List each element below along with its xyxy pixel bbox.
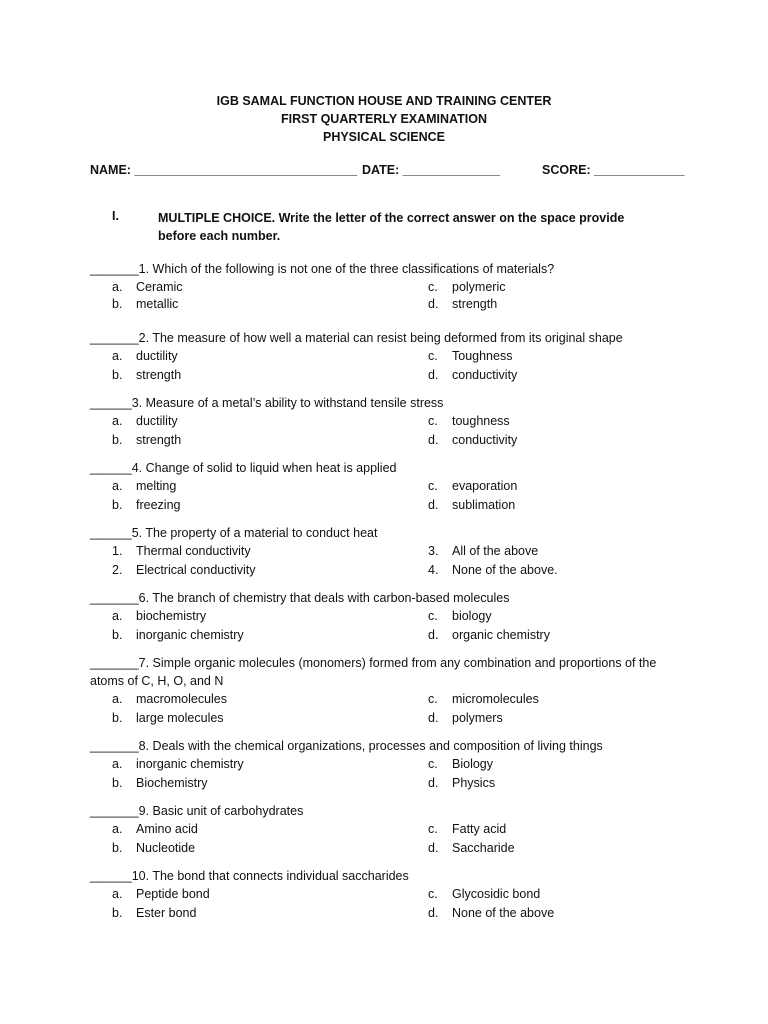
option-d xyxy=(428,297,497,311)
option-text: Electrical conductivity xyxy=(136,563,256,577)
option-letter: 4. xyxy=(428,563,439,577)
option-text: ductility xyxy=(136,349,178,363)
option-d xyxy=(428,628,550,642)
exam-title: FIRST QUARTERLY EXAMINATION xyxy=(280,112,488,126)
option-a xyxy=(112,479,176,493)
option-letter: c. xyxy=(428,609,438,623)
option-c xyxy=(428,414,510,428)
option-text: conductivity xyxy=(452,433,518,447)
option-text: polymeric xyxy=(452,280,506,294)
option-letter: d. xyxy=(428,776,439,790)
option-a xyxy=(112,414,178,428)
option-2 xyxy=(112,563,256,577)
option-letter: d. xyxy=(428,297,439,311)
option-c xyxy=(428,822,506,836)
option-letter: b. xyxy=(112,776,123,790)
question-stem: _______9. Basic unit of carbohydrates xyxy=(90,804,304,818)
option-letter: c. xyxy=(428,822,438,836)
option-text: Ceramic xyxy=(136,280,183,294)
option-letter: c. xyxy=(428,887,438,901)
option-3 xyxy=(428,544,538,558)
option-text: Biochemistry xyxy=(136,776,208,790)
option-letter: 1. xyxy=(112,544,123,558)
option-text: Ester bond xyxy=(136,906,197,920)
option-letter: c. xyxy=(428,479,438,493)
subject-title: PHYSICAL SCIENCE xyxy=(322,130,445,144)
option-letter: c. xyxy=(428,349,438,363)
option-letter: a. xyxy=(112,479,123,493)
option-a xyxy=(112,822,198,836)
option-b xyxy=(112,433,181,447)
option-b xyxy=(112,711,224,725)
option-letter: a. xyxy=(112,822,123,836)
option-text: biology xyxy=(452,609,492,623)
option-c xyxy=(428,887,540,901)
option-text: toughness xyxy=(452,414,510,428)
option-a xyxy=(112,349,178,363)
option-b xyxy=(112,776,208,790)
option-letter: 3. xyxy=(428,544,439,558)
question-stem: _______2. The measure of how well a material can resist being deformed from its original shape xyxy=(90,331,623,345)
option-text: melting xyxy=(136,479,177,493)
option-text: macromolecules xyxy=(136,692,228,706)
option-letter: d. xyxy=(428,906,439,920)
option-text: micromolecules xyxy=(452,692,539,706)
name-field: NAME: ________________________________ xyxy=(90,163,357,177)
option-1 xyxy=(112,544,251,558)
question-stem: ______3. Measure of a metal’s ability to withstand tensile stress xyxy=(90,396,444,410)
option-text: Saccharide xyxy=(452,841,515,855)
option-text: Peptide bond xyxy=(136,887,210,901)
option-text: organic chemistry xyxy=(452,628,550,642)
option-text: ductility xyxy=(136,414,178,428)
option-a xyxy=(112,609,206,623)
option-a xyxy=(112,887,210,901)
option-c xyxy=(428,692,539,706)
option-d xyxy=(428,368,517,382)
option-letter: a. xyxy=(112,414,123,428)
option-text: Fatty acid xyxy=(452,822,507,836)
option-c xyxy=(428,280,506,294)
option-letter: d. xyxy=(428,841,439,855)
section-number: I. xyxy=(112,209,119,223)
section-instructions: MULTIPLE CHOICE. Write the letter of the correct answer on the space provide before each number. xyxy=(158,211,625,243)
option-letter: b. xyxy=(112,711,123,725)
question-stem: ______4. Change of solid to liquid when heat is applied xyxy=(90,461,397,475)
option-text: biochemistry xyxy=(136,609,207,623)
option-text: None of the above xyxy=(452,906,555,920)
option-d xyxy=(428,776,495,790)
option-4 xyxy=(428,563,558,577)
option-letter: b. xyxy=(112,628,123,642)
option-letter: b. xyxy=(112,906,123,920)
question-stem-continued: atoms of C, H, O, and N xyxy=(90,674,224,688)
question-stem: ______5. The property of a material to conduct heat xyxy=(90,526,378,540)
option-text: polymers xyxy=(452,711,503,725)
option-text: freezing xyxy=(136,498,181,512)
option-text: Thermal conductivity xyxy=(136,544,251,558)
option-letter: b. xyxy=(112,297,123,311)
option-letter: d. xyxy=(428,433,439,447)
option-text: None of the above. xyxy=(452,563,558,577)
option-c xyxy=(428,349,512,363)
option-letter: c. xyxy=(428,414,438,428)
option-letter: a. xyxy=(112,349,123,363)
option-text: strength xyxy=(136,368,182,382)
option-letter: b. xyxy=(112,368,123,382)
option-text: strength xyxy=(136,433,182,447)
option-text: inorganic chemistry xyxy=(136,628,244,642)
question-stem: ______10. The bond that connects individual saccharides xyxy=(90,869,409,883)
option-text: strength xyxy=(452,297,498,311)
option-letter: c. xyxy=(428,280,438,294)
option-text: inorganic chemistry xyxy=(136,757,244,771)
option-letter: c. xyxy=(428,757,438,771)
option-text: sublimation xyxy=(452,498,516,512)
option-letter: d. xyxy=(428,628,439,642)
option-c xyxy=(428,479,517,493)
option-text: large molecules xyxy=(136,711,224,725)
option-letter: a. xyxy=(112,887,123,901)
option-letter: b. xyxy=(112,498,123,512)
option-letter: 2. xyxy=(112,563,123,577)
option-b xyxy=(112,841,195,855)
option-letter: c. xyxy=(428,692,438,706)
option-text: conductivity xyxy=(452,368,518,382)
option-text: Physics xyxy=(452,776,496,790)
option-letter: b. xyxy=(112,433,123,447)
option-letter: d. xyxy=(428,498,439,512)
option-text: evaporation xyxy=(452,479,518,493)
question-stem: _______1. Which of the following is not one of the three classifications of materials? xyxy=(90,262,555,276)
option-d xyxy=(428,433,517,447)
option-letter: d. xyxy=(428,368,439,382)
option-c xyxy=(428,609,492,623)
option-text: Nucleotide xyxy=(136,841,196,855)
option-letter: a. xyxy=(112,609,123,623)
option-b xyxy=(112,628,244,642)
option-c xyxy=(428,757,493,771)
option-d xyxy=(428,711,503,725)
option-d xyxy=(428,841,515,855)
option-letter: d. xyxy=(428,711,439,725)
question-stem: _______7. Simple organic molecules (monomers) formed from any combination and proportions of the xyxy=(90,656,657,670)
option-letter: a. xyxy=(112,692,123,706)
option-d xyxy=(428,498,515,512)
option-letter: a. xyxy=(112,280,123,294)
option-b xyxy=(112,297,178,311)
question-stem: _______6. The branch of chemistry that deals with carbon-based molecules xyxy=(90,591,510,605)
option-letter: b. xyxy=(112,841,123,855)
option-text: All of the above xyxy=(452,544,539,558)
option-text: Toughness xyxy=(452,349,513,363)
option-a xyxy=(112,280,183,294)
option-d xyxy=(428,906,554,920)
option-b xyxy=(112,498,180,512)
option-text: metallic xyxy=(136,297,179,311)
option-text: Glycosidic bond xyxy=(452,887,541,901)
option-a xyxy=(112,692,227,706)
option-b xyxy=(112,906,196,920)
question-stem: _______8. Deals with the chemical organizations, processes and composition of living things xyxy=(90,739,603,753)
date-field: DATE: ______________ xyxy=(362,163,501,177)
option-text: Biology xyxy=(452,757,493,771)
option-letter: a. xyxy=(112,757,123,771)
option-b xyxy=(112,368,181,382)
score-field: SCORE: _____________ xyxy=(542,163,685,177)
option-a xyxy=(112,757,244,771)
option-text: Amino acid xyxy=(136,822,198,836)
school-name: IGB SAMAL FUNCTION HOUSE AND TRAINING CENTER xyxy=(216,94,552,108)
